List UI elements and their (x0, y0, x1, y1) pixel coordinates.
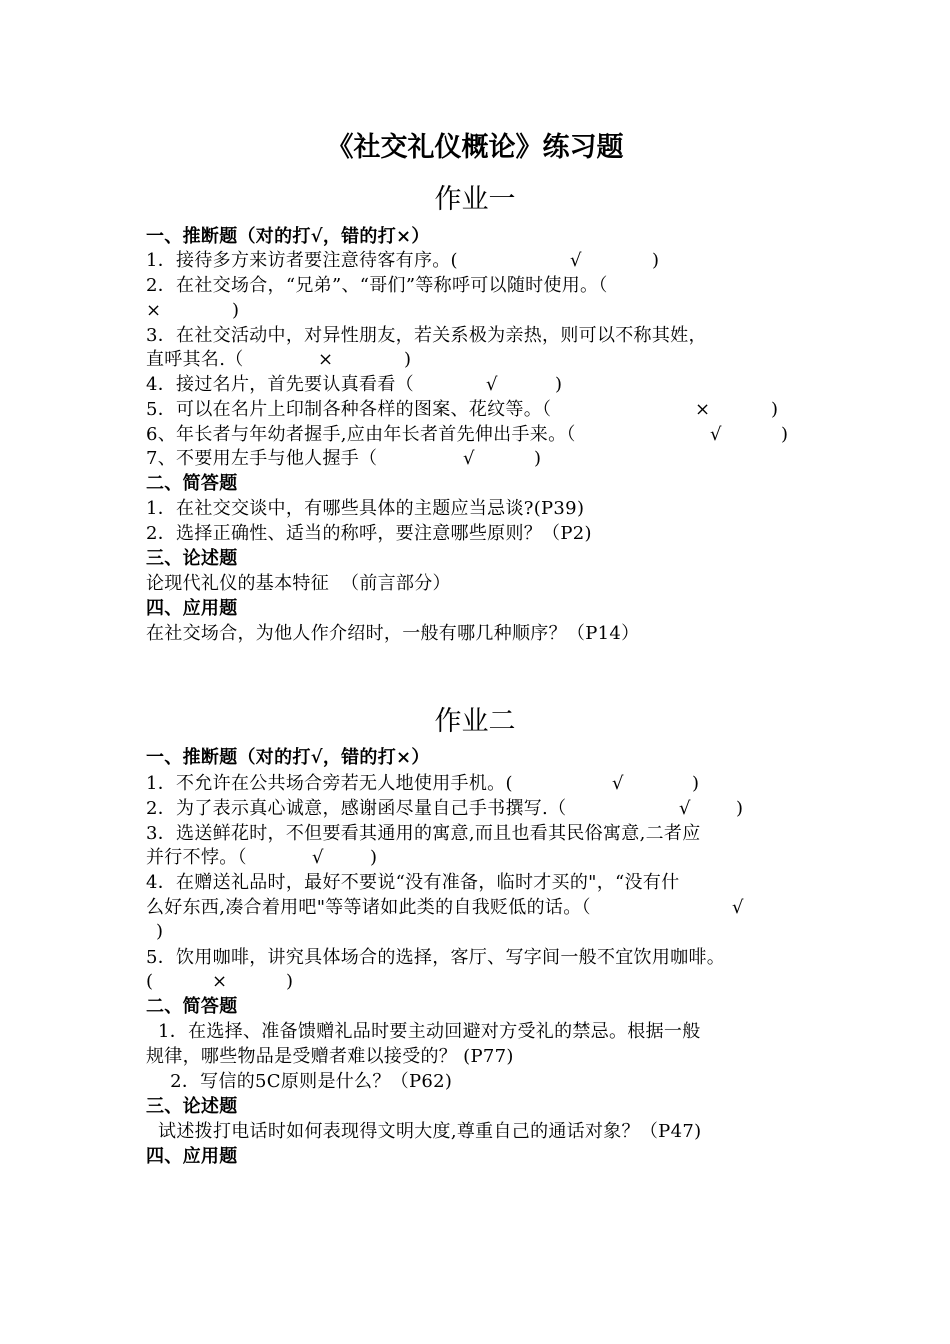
hw2-section-judgement: 一、推断题（对的打√，错的打×） (146, 747, 430, 768)
hw1-question-2: 2．在社交场合，“兄弟”、“哥们”等称呼可以随时使用。（ (146, 275, 608, 296)
hw2-q5-answer: × (212, 971, 228, 992)
hw2-q4-close: ) (156, 921, 164, 942)
hw1-q5-close: ) (771, 399, 779, 420)
hw2-question-5-line-2: ( (146, 971, 154, 992)
hw1-q3-close: ) (404, 349, 412, 370)
hw1-q7-answer: √ (463, 448, 475, 469)
hw2-question-2: 2．为了表示真心诚意，感谢函尽量自己手书撰写.（ (146, 798, 567, 819)
hw2-question-3-line-1: 3．选送鲜花时，不但要看其通用的寓意,而且也看其民俗寓意,二者应 (146, 823, 701, 844)
hw1-q2-answer: × (146, 300, 162, 321)
hw2-q4-answer: √ (732, 897, 744, 918)
hw1-q6-answer: √ (710, 424, 722, 445)
hw2-q3-close: ) (370, 847, 378, 868)
hw2-short-answer-1-line-2: 规律，哪些物品是受赠者难以接受的？ (P77) (146, 1046, 514, 1067)
hw2-short-answer-2: 2．写信的5C原则是什么？（P62) (146, 1071, 453, 1092)
hw2-q1-answer: √ (612, 773, 624, 794)
hw1-q5-answer: × (695, 399, 711, 420)
hw2-essay-1: 试述拨打电话时如何表现得文明大度,尊重自己的通话对象？（P47) (146, 1121, 702, 1142)
hw1-q1-answer: √ (570, 250, 582, 271)
hw2-q2-close: ) (736, 798, 744, 819)
homework-2-heading: 作业二 (434, 706, 516, 737)
hw2-q2-answer: √ (679, 798, 691, 819)
hw1-question-1: 1．接待多方来访者要注意待客有序。( (146, 250, 458, 271)
hw2-section-short-answer: 二、简答题 (146, 996, 238, 1017)
hw2-question-1: 1．不允许在公共场合旁若无人地使用手机。( (146, 773, 513, 794)
hw1-section-judgement: 一、推断题（对的打√，错的打×） (146, 226, 430, 247)
hw2-question-4-line-2: 么好东西,凑合着用吧"等等诸如此类的自我贬低的话。（ (146, 897, 591, 918)
document-title: 《社交礼仪概论》练习题 (326, 132, 624, 163)
hw1-question-7: 7、不要用左手与他人握手（ (146, 448, 378, 469)
hw1-question-3-line-1: 3．在社交活动中，对异性朋友，若关系极为亲热，则可以不称其姓， (146, 325, 707, 346)
hw1-section-essay: 三、论述题 (146, 548, 238, 569)
hw2-q1-close: ) (692, 773, 700, 794)
hw1-question-6: 6、年长者与年幼者握手,应由年长者首先伸出手来。（ (146, 424, 576, 445)
hw1-q4-answer: √ (486, 374, 498, 395)
hw1-short-answer-2: 2．选择正确性、适当的称呼，要注意哪些原则？（P2) (146, 523, 592, 544)
hw1-q2-close: ) (232, 300, 240, 321)
hw2-section-application: 四、应用题 (146, 1146, 238, 1167)
hw2-short-answer-1-line-1: 1．在选择、准备馈赠礼品时要主动回避对方受礼的禁忌。根据一般 (146, 1021, 701, 1042)
hw1-short-answer-1: 1．在社交交谈中，有哪些具体的主题应当忌谈?(P39) (146, 498, 585, 519)
hw1-essay-1: 论现代礼仪的基本特征 （前言部分） (146, 573, 451, 594)
hw1-section-short-answer: 二、简答题 (146, 473, 238, 494)
hw2-question-3-line-2: 并行不悖。（ (146, 847, 247, 868)
hw1-q4-close: ) (555, 374, 563, 395)
hw1-q6-close: ) (781, 424, 789, 445)
hw2-section-essay: 三、论述题 (146, 1096, 238, 1117)
hw1-q1-close: ) (652, 250, 660, 271)
hw2-question-4-line-1: 4．在赠送礼品时，最好不要说“没有准备，临时才买的"，“没有什 (146, 872, 680, 893)
hw1-q3-answer: × (318, 349, 334, 370)
hw1-question-5: 5．可以在名片上印制各种各样的图案、花纹等。（ (146, 399, 552, 420)
hw1-section-application: 四、应用题 (146, 598, 238, 619)
homework-1-heading: 作业一 (434, 184, 516, 215)
hw1-question-3-line-2: 直呼其名.（ (146, 349, 244, 370)
hw2-q3-answer: √ (312, 847, 324, 868)
hw2-q5-close: ) (286, 971, 294, 992)
hw1-application-1: 在社交场合，为他人作介绍时，一般有哪几种顺序？（P14） (146, 623, 640, 644)
hw2-question-5-line-1: 5．饮用咖啡，讲究具体场合的选择，客厅、写字间一般不宜饮用咖啡。 (146, 947, 726, 968)
hw1-question-4: 4．接过名片，首先要认真看看（ (146, 374, 414, 395)
hw1-q7-close: ) (534, 448, 542, 469)
